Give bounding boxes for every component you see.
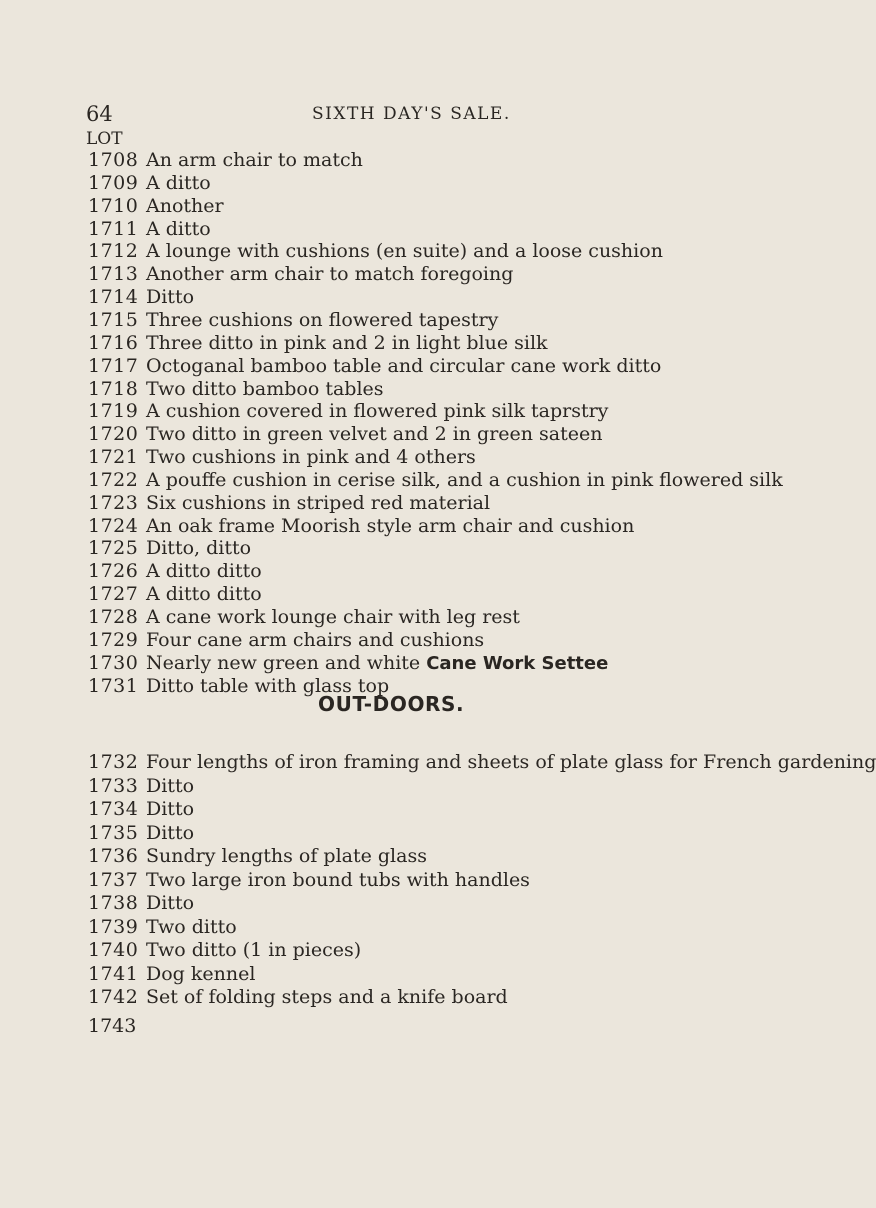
lot-description: An oak frame Moorish style arm chair and cushion (146, 514, 635, 537)
lot-description: Two ditto (1 in pieces) (146, 939, 362, 961)
lot-description: Four cane arm chairs and cushions (146, 628, 485, 651)
lot-number: 1740 (88, 939, 139, 961)
lot-number: 1735 (88, 821, 139, 844)
lot-number: 1716 (88, 331, 139, 354)
lot-number: 1730 (88, 651, 139, 674)
lot-number: 1726 (88, 560, 139, 583)
lot-description: Octoganal bamboo table and circular cane work ditto (146, 354, 662, 377)
lot-number: 1733 (88, 774, 139, 797)
lot-description: Set of folding steps and a knife board (146, 986, 508, 1008)
lot-number: 1731 (88, 674, 139, 697)
lot-number: 1728 (88, 606, 139, 628)
lot-description: Two ditto (146, 915, 237, 938)
lot-description: A ditto (146, 217, 211, 240)
lot-number: 1741 (88, 962, 139, 985)
lot-number: 1708 (88, 149, 139, 171)
lot-number: 1721 (88, 446, 139, 469)
lot-description: Ditto (146, 774, 195, 797)
lot-description: Ditto (146, 286, 195, 309)
lot-description: Six cushions in striped red material (146, 491, 491, 514)
lot-number: 1722 (88, 468, 139, 491)
lot-number: 1725 (88, 537, 139, 560)
lot-number: 1709 (88, 171, 139, 194)
lot-description: Two ditto bamboo tables (146, 377, 384, 400)
lot-description: Ditto (146, 798, 195, 820)
lot-number: 1738 (88, 892, 139, 914)
lot-description: A cushion covered in flowered pink silk taprstry (146, 400, 609, 423)
lot-description: A pouffe cushion in cerise silk, and a cushion in pink flowered silk (146, 468, 783, 491)
lot-description: Four lengths of iron framing and sheets of plate glass for French gardening (146, 751, 876, 773)
section-title: OUT-DOORS. (318, 692, 465, 716)
lot-number: 1729 (88, 628, 139, 651)
lot-description: Two large iron bound tubs with handles (146, 868, 530, 891)
lot-description-emphasis: Cane Work Settee (426, 652, 609, 674)
lot-number: 1724 (88, 514, 139, 537)
lot-description: Three ditto in pink and 2 in light blue silk (146, 331, 548, 354)
lot-description: A lounge with cushions (en suite) and a loose cushion (146, 240, 663, 263)
lot-description: Ditto (146, 892, 195, 914)
lot-description: A ditto ditto (146, 560, 262, 583)
lot-number: 1732 (88, 751, 139, 773)
lot-description: A cane work lounge chair with leg rest (146, 606, 520, 628)
lot-description: Dog kennel (146, 962, 256, 985)
lot-description: Two cushions in pink and 4 others (146, 446, 476, 469)
lot-number: 1718 (88, 377, 139, 400)
lot-number: 1711 (88, 217, 139, 240)
lot-description: Another arm chair to match foregoing (146, 263, 514, 286)
lot-column-header: LOT (86, 129, 123, 149)
lot-description (146, 652, 608, 674)
lot-number: 1719 (88, 400, 139, 423)
lot-description: Ditto (146, 821, 195, 844)
page-number: 64 (86, 102, 113, 126)
lot-description: Ditto, ditto (146, 537, 252, 560)
lot-number: 1739 (88, 915, 139, 938)
lot-number: 1720 (88, 423, 139, 446)
lot-description: Another (146, 194, 224, 217)
lot-description: Sundry lengths of plate glass (146, 845, 427, 867)
lot-number: 1736 (88, 845, 139, 867)
lot-number: 1714 (88, 286, 139, 309)
lot-number: 1715 (88, 308, 139, 331)
lot-number: 1713 (88, 263, 139, 286)
lot-number: 1710 (88, 194, 139, 217)
lot-description-text: Nearly new green and white (146, 651, 427, 674)
lot-number: 1723 (88, 491, 139, 514)
lot-number: 1717 (88, 354, 139, 377)
lot-description: An arm chair to match (146, 149, 363, 171)
lot-number: 1742 (88, 986, 139, 1008)
running-head: SIXTH DAY'S SALE. (312, 104, 511, 124)
lot-number: 1734 (88, 798, 139, 820)
lot-number: 1727 (88, 583, 139, 606)
lot-description: Ditto table with glass top (146, 674, 390, 697)
lot-description: Three cushions on flowered tapestry (146, 308, 499, 331)
lot-number: 1737 (88, 868, 139, 891)
lot-description: A ditto ditto (146, 583, 262, 606)
lot-description: Two ditto in green velvet and 2 in green sateen (146, 423, 603, 446)
trailing-lot-number: 1743 (88, 1015, 137, 1037)
lot-description: A ditto (146, 171, 211, 194)
lot-number: 1712 (88, 240, 139, 263)
